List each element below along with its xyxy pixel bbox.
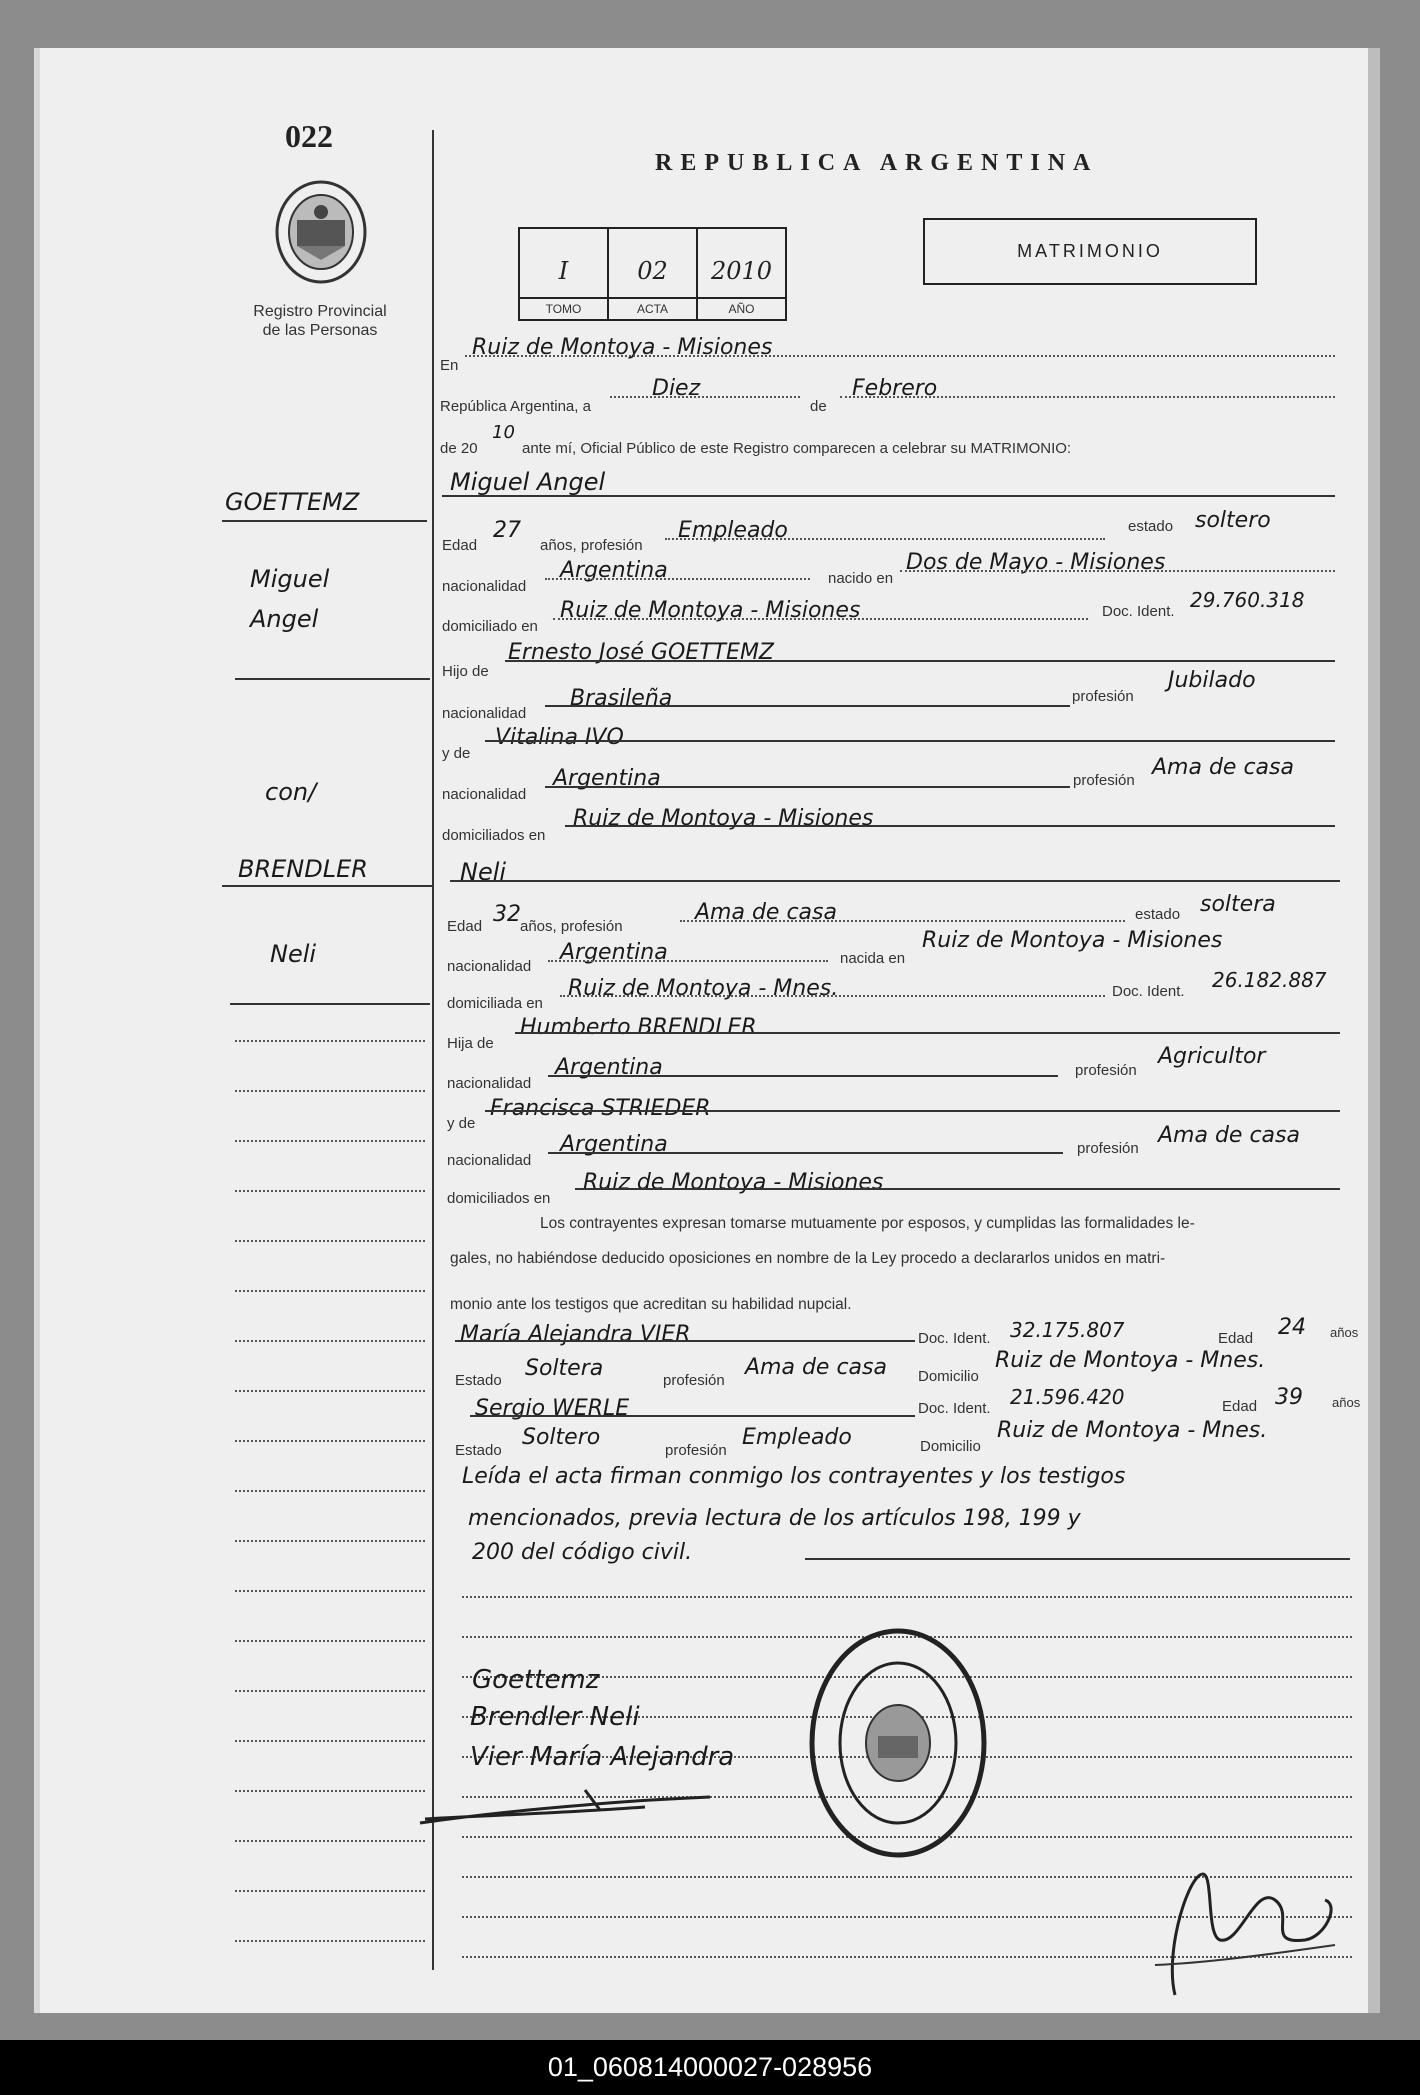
bride-yde-label: y de bbox=[447, 1115, 476, 1132]
margin-rule bbox=[235, 678, 430, 680]
field-line bbox=[545, 578, 810, 580]
margin-surname-groom: GOETTEMZ bbox=[225, 488, 360, 516]
bride-profession: Ama de casa bbox=[695, 900, 837, 925]
field-line bbox=[665, 538, 1105, 540]
field-line bbox=[485, 740, 1335, 742]
margin-given-bride: Neli bbox=[270, 940, 317, 968]
bride-estado-label: estado bbox=[1135, 906, 1181, 923]
folio-number: 022 bbox=[285, 118, 333, 154]
official-signature-icon bbox=[1145, 1845, 1345, 2015]
groom-mother-prof-label: profesión bbox=[1073, 772, 1135, 789]
ruled-line bbox=[235, 1890, 425, 1892]
tomo-label: TOMO bbox=[520, 297, 607, 319]
field-line bbox=[450, 880, 1340, 882]
margin-surname-bride: BRENDLER bbox=[238, 855, 368, 883]
tomo-cell bbox=[520, 229, 609, 319]
republica-label: República Argentina, a bbox=[440, 398, 591, 415]
declaration-line2: gales, no habiéndose deducido oposiciones en nombre de la Ley procedo a declararlos unidos en matri- bbox=[450, 1250, 1166, 1267]
signature-witness: Vier María Alejandra bbox=[470, 1742, 735, 1772]
declaration-line1: Los contrayentes expresan tomarse mutuamente por esposos, y cumplidas las formalidades le- bbox=[540, 1215, 1195, 1232]
signature-groom: Goettemz bbox=[472, 1665, 600, 1695]
witness1-edad-label: Edad bbox=[1218, 1330, 1254, 1347]
provincial-seal-icon bbox=[275, 180, 367, 285]
bride-parents-dom-label: domiciliados en bbox=[447, 1190, 551, 1207]
record-number-box bbox=[518, 227, 787, 321]
groom-age: 27 bbox=[493, 518, 521, 543]
groom-edad-label: Edad bbox=[442, 537, 478, 554]
witness2-age: 39 bbox=[1275, 1385, 1303, 1410]
field-line bbox=[575, 1188, 1340, 1190]
witness2-dom-label: Domicilio bbox=[920, 1438, 981, 1455]
field-line bbox=[610, 396, 800, 398]
registry-stamp-icon bbox=[808, 1628, 988, 1858]
anio-label: AÑO bbox=[698, 297, 785, 319]
margin-con: con/ bbox=[265, 778, 317, 806]
witness1-profession: Ama de casa bbox=[745, 1355, 887, 1380]
registry-label bbox=[230, 302, 410, 340]
registry-label-line2: de las Personas bbox=[262, 322, 378, 339]
bride-nacida-label: nacida en bbox=[840, 950, 906, 967]
field-line bbox=[560, 995, 1105, 997]
closing-line3: 200 del código civil. bbox=[472, 1540, 693, 1565]
groom-doc-label: Doc. Ident. bbox=[1102, 603, 1175, 620]
acta-label: ACTA bbox=[609, 297, 696, 319]
witness2-doc: 21.596.420 bbox=[1010, 1385, 1125, 1409]
en-label: En bbox=[440, 357, 459, 374]
bride-father-prof-label: profesión bbox=[1075, 1062, 1137, 1079]
groom-mother-prof: Ama de casa bbox=[1152, 755, 1294, 780]
groom-anios-label: años, profesión bbox=[540, 537, 643, 554]
field-line bbox=[545, 705, 1070, 707]
groom-estado: soltero bbox=[1195, 508, 1271, 533]
witness1-doc-label: Doc. Ident. bbox=[918, 1330, 991, 1347]
margin-rule bbox=[230, 1003, 430, 1005]
groom-parents-dom-label: domiciliados en bbox=[442, 827, 546, 844]
bride-father: Humberto BRENDLER bbox=[520, 1015, 757, 1040]
groom-estado-label: estado bbox=[1128, 518, 1174, 535]
ruled-line bbox=[235, 1040, 425, 1042]
field-line bbox=[565, 825, 1335, 827]
witness1-anios-label: años bbox=[1330, 1325, 1359, 1340]
bride-mother-nat: Argentina bbox=[560, 1132, 668, 1157]
signature-scribble-icon bbox=[415, 1785, 715, 1830]
tomo-value: I bbox=[558, 257, 569, 285]
groom-nationality: Argentina bbox=[560, 558, 668, 583]
ruled-line bbox=[235, 1090, 425, 1092]
field-line bbox=[680, 920, 1125, 922]
field-line bbox=[553, 618, 1088, 620]
witness1-domicile: Ruiz de Montoya - Mnes. bbox=[995, 1348, 1266, 1373]
margin-rule bbox=[222, 885, 432, 887]
ruled-line bbox=[235, 1240, 425, 1242]
witness1-dom-label: Domicilio bbox=[918, 1368, 979, 1385]
ruled-line bbox=[235, 1940, 425, 1942]
matrimonio-box: MATRIMONIO bbox=[923, 218, 1257, 285]
witness2-prof-label: profesión bbox=[665, 1442, 727, 1459]
place-value: Ruiz de Montoya - Misiones bbox=[472, 335, 773, 360]
bride-mother: Francisca STRIEDER bbox=[490, 1096, 711, 1121]
bride-estado: soltera bbox=[1200, 892, 1276, 917]
de-label: de bbox=[810, 398, 827, 415]
groom-father-nat-label: nacionalidad bbox=[442, 705, 527, 722]
ruled-line bbox=[235, 1390, 425, 1392]
acta-cell bbox=[609, 229, 698, 319]
bride-parents-dom: Ruiz de Montoya - Misiones bbox=[583, 1170, 884, 1195]
anio-value: 2010 bbox=[710, 257, 773, 285]
groom-domicile: Ruiz de Montoya - Misiones bbox=[560, 598, 861, 623]
field-line bbox=[548, 960, 828, 962]
bride-mother-prof: Ama de casa bbox=[1158, 1123, 1300, 1148]
groom-hijo-label: Hijo de bbox=[442, 663, 489, 680]
groom-father-prof-label: profesión bbox=[1072, 688, 1134, 705]
witness1-age: 24 bbox=[1278, 1315, 1306, 1340]
page-title: REPUBLICA ARGENTINA bbox=[655, 150, 1099, 176]
groom-name: Miguel Angel bbox=[450, 468, 606, 496]
witness2-domicile: Ruiz de Montoya - Mnes. bbox=[997, 1418, 1268, 1443]
field-line bbox=[442, 495, 1335, 497]
margin-given-groom-1: Miguel bbox=[250, 565, 330, 593]
field-line bbox=[548, 1152, 1063, 1154]
witness2-anios-label: años bbox=[1332, 1395, 1361, 1410]
ruled-line bbox=[235, 1490, 425, 1492]
page-edge bbox=[1368, 48, 1380, 2013]
groom-mother-nat-label: nacionalidad bbox=[442, 786, 527, 803]
ruled-line bbox=[235, 1690, 425, 1692]
field-line bbox=[548, 1075, 1058, 1077]
field-line bbox=[465, 355, 1335, 357]
declaration-line3: monio ante los testigos que acreditan su habilidad nupcial. bbox=[450, 1296, 852, 1313]
bride-father-prof: Agricultor bbox=[1158, 1044, 1266, 1069]
groom-birthplace: Dos de Mayo - Misiones bbox=[906, 550, 1166, 575]
bride-mother-prof-label: profesión bbox=[1077, 1140, 1139, 1157]
witness1-estado-label: Estado bbox=[455, 1372, 502, 1389]
bride-hija-label: Hija de bbox=[447, 1035, 494, 1052]
field-line bbox=[455, 1340, 915, 1342]
year-prefix: de 20 bbox=[440, 440, 478, 457]
witness2-name: Sergio WERLE bbox=[475, 1396, 630, 1421]
field-line bbox=[545, 786, 1070, 788]
witness1-prof-label: profesión bbox=[663, 1372, 725, 1389]
ruled-line bbox=[235, 1840, 425, 1842]
anio-cell bbox=[698, 229, 785, 319]
ruled-line bbox=[235, 1440, 425, 1442]
bride-father-nat-label: nacionalidad bbox=[447, 1075, 532, 1092]
groom-father-nat: Brasileña bbox=[570, 686, 673, 711]
groom-parents-dom: Ruiz de Montoya - Misiones bbox=[573, 806, 874, 831]
ruled-line bbox=[235, 1640, 425, 1642]
bride-nac-label: nacionalidad bbox=[447, 958, 532, 975]
witness2-profession: Empleado bbox=[742, 1425, 852, 1450]
bride-nationality: Argentina bbox=[560, 940, 668, 965]
ruled-line bbox=[235, 1740, 425, 1742]
groom-dom-label: domiciliado en bbox=[442, 618, 538, 635]
bride-doc-label: Doc. Ident. bbox=[1112, 983, 1185, 1000]
field-line bbox=[515, 1032, 1340, 1034]
bride-mother-nat-label: nacionalidad bbox=[447, 1152, 532, 1169]
month-value: Febrero bbox=[852, 376, 938, 401]
column-divider bbox=[432, 130, 434, 1970]
closing-line2: mencionados, previa lectura de los artículos 198, 199 y bbox=[468, 1506, 1081, 1531]
field-line bbox=[505, 660, 1335, 662]
bride-doc: 26.182.887 bbox=[1212, 968, 1327, 992]
margin-rule bbox=[222, 520, 427, 522]
groom-nac-label: nacionalidad bbox=[442, 578, 527, 595]
ruled-line bbox=[235, 1340, 425, 1342]
statement: ante mí, Oficial Público de este Registro comparecen a celebrar su MATRIMONIO: bbox=[522, 440, 1072, 457]
groom-father: Ernesto José GOETTEMZ bbox=[508, 640, 774, 665]
groom-yde-label: y de bbox=[442, 745, 471, 762]
witness1-estado: Soltera bbox=[525, 1356, 604, 1381]
ruled-line bbox=[235, 1790, 425, 1792]
field-line bbox=[900, 570, 1335, 572]
ruled-line bbox=[235, 1540, 425, 1542]
signature-bride: Brendler Neli bbox=[470, 1702, 640, 1732]
groom-nacido-label: nacido en bbox=[828, 570, 894, 587]
witness2-estado-label: Estado bbox=[455, 1442, 502, 1459]
ruled-line bbox=[235, 1290, 425, 1292]
field-line bbox=[470, 1415, 915, 1417]
ruled-line bbox=[235, 1590, 425, 1592]
ruled-line bbox=[462, 1596, 1352, 1598]
groom-mother: Vitalina IVO bbox=[495, 725, 624, 750]
groom-doc: 29.760.318 bbox=[1190, 588, 1305, 612]
year-suffix: 10 bbox=[492, 422, 515, 443]
footer-image-id: 01_060814000027-028956 bbox=[0, 2040, 1420, 2095]
bride-dom-label: domiciliada en bbox=[447, 995, 543, 1012]
margin-given-groom-2: Angel bbox=[250, 605, 319, 633]
witness2-doc-label: Doc. Ident. bbox=[918, 1400, 991, 1417]
bride-domicile: Ruiz de Montoya - Mnes. bbox=[568, 976, 839, 1001]
closing-line1: Leída el acta firman conmigo los contrayentes y los testigos bbox=[462, 1464, 1126, 1489]
groom-mother-nat: Argentina bbox=[553, 766, 661, 791]
witness2-edad-label: Edad bbox=[1222, 1398, 1258, 1415]
field-line bbox=[485, 1110, 1340, 1112]
field-line bbox=[840, 396, 1335, 398]
witness2-estado: Soltero bbox=[522, 1425, 601, 1450]
bride-name: Neli bbox=[460, 858, 507, 886]
field-line bbox=[805, 1558, 1350, 1560]
witness1-name: María Alejandra VIER bbox=[460, 1322, 691, 1347]
day-value: Diez bbox=[652, 376, 701, 401]
witness1-doc: 32.175.807 bbox=[1010, 1318, 1125, 1342]
bride-anios-label: años, profesión bbox=[520, 918, 623, 935]
bride-birthplace: Ruiz de Montoya - Misiones bbox=[922, 928, 1223, 953]
registry-label-line1: Registro Provincial bbox=[253, 303, 387, 320]
bride-age: 32 bbox=[493, 902, 521, 927]
acta-value: 02 bbox=[637, 257, 668, 285]
groom-father-prof: Jubilado bbox=[1168, 668, 1256, 693]
groom-profession: Empleado bbox=[678, 518, 788, 543]
bride-edad-label: Edad bbox=[447, 918, 483, 935]
bride-father-nat: Argentina bbox=[555, 1055, 663, 1080]
ruled-line bbox=[235, 1140, 425, 1142]
ruled-line bbox=[235, 1190, 425, 1192]
